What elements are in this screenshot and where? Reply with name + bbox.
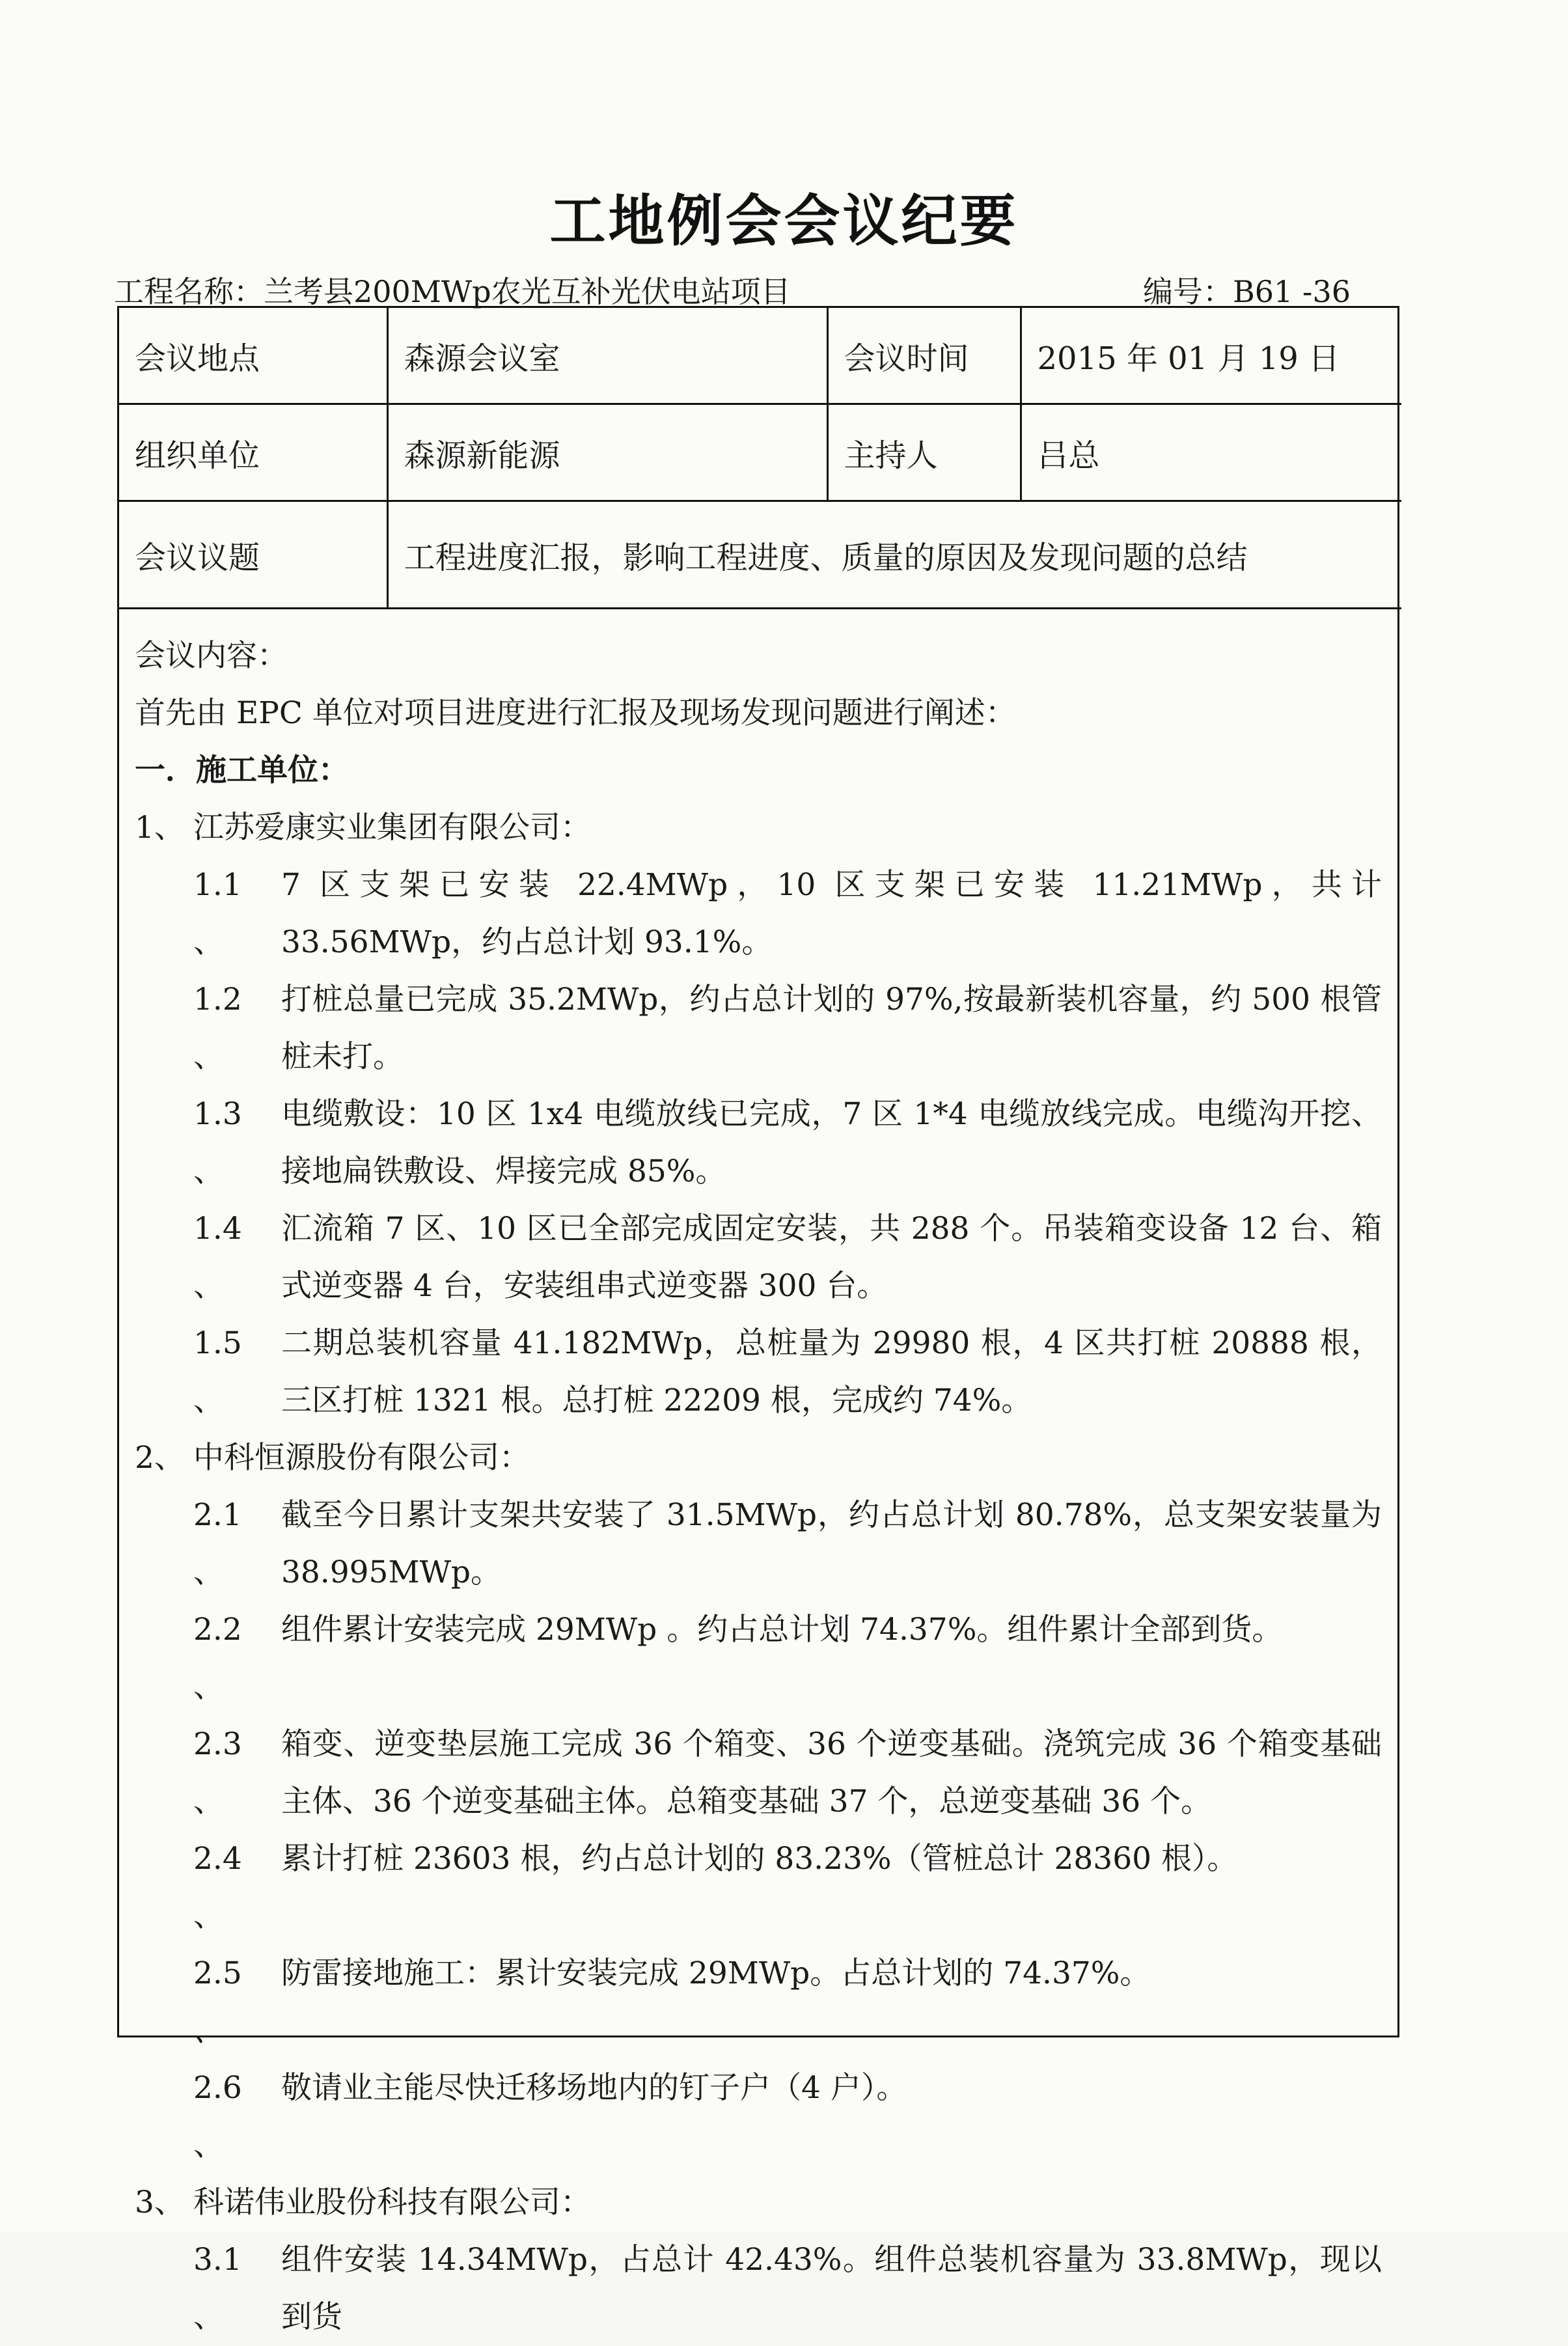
meeting-info-table bbox=[119, 308, 1401, 609]
item-number: 2.1 、 bbox=[193, 1497, 242, 1590]
item-text: 打桩总量已完成 35.2MWp，约占总计划的 97%,按最新装机容量，约 500 根管桩未打。 bbox=[281, 982, 1382, 1075]
document-code: 编号：B61 -36 bbox=[1142, 274, 1351, 309]
org-label: 组织单位 bbox=[119, 404, 387, 501]
document-title: 工地例会会议纪要 bbox=[549, 189, 1019, 254]
list-item bbox=[135, 1200, 1382, 1315]
company-heading bbox=[135, 1429, 1382, 1487]
list-item bbox=[135, 857, 1382, 971]
host-value: 吕总 bbox=[1021, 404, 1401, 501]
item-text: 防雷接地施工：累计安装完成 29MWp。占总计划的 74.37%。 bbox=[281, 1955, 1151, 1991]
list-item bbox=[135, 1601, 1382, 1716]
location-value: 森源会议室 bbox=[387, 308, 827, 404]
item-text: 箱变、逆变垫层施工完成 36 个箱变、36 个逆变基础。浇筑完成 36 个箱变基础主体、36 个逆变基础主体。总箱变基础 37 个，总逆变基础 36 个。 bbox=[281, 1726, 1382, 1819]
item-text: 组件累计安装完成 29MWp 。约占总计划 74.37%。组件累计全部到货。 bbox=[281, 1612, 1283, 1648]
topic-label: 会议议题 bbox=[119, 501, 387, 609]
time-label: 会议时间 bbox=[827, 308, 1021, 404]
item-number: 1.4 、 bbox=[193, 1211, 242, 1304]
section-heading: 一．施工单位： bbox=[135, 752, 349, 788]
org-value: 森源新能源 bbox=[387, 404, 827, 501]
meeting-content bbox=[119, 609, 1397, 2346]
list-item bbox=[135, 1315, 1382, 1429]
company-heading bbox=[135, 2174, 1382, 2231]
list-item bbox=[135, 971, 1382, 1086]
content-label: 会议内容： bbox=[135, 638, 288, 674]
item-number: 2.2 、 bbox=[193, 1612, 242, 1705]
topic-value: 工程进度汇报，影响工程进度、质量的原因及发现问题的总结 bbox=[387, 501, 1401, 609]
company-heading bbox=[135, 799, 1382, 857]
item-number: 3.1 、 bbox=[193, 2242, 242, 2335]
list-item bbox=[135, 2060, 1382, 2174]
location-label: 会议地点 bbox=[119, 308, 387, 404]
company-name: 科诺伟业股份科技有限公司： bbox=[193, 2185, 591, 2220]
list-item bbox=[135, 1487, 1382, 1601]
company-number: 1、 bbox=[135, 810, 185, 846]
item-number: 2.3 、 bbox=[193, 1726, 242, 1819]
time-value: 2015 年 01 月 19 日 bbox=[1021, 308, 1401, 404]
meta-row bbox=[114, 268, 1351, 307]
intro-text: 首先由 EPC 单位对项目进度进行汇报及现场发现问题进行阐述： bbox=[135, 695, 1016, 731]
item-number: 1.2 、 bbox=[193, 982, 242, 1075]
host-label: 主持人 bbox=[827, 404, 1021, 501]
company-name: 中科恒源股份有限公司： bbox=[193, 1440, 530, 1476]
company-number: 3、 bbox=[135, 2185, 185, 2220]
item-text: 电缆敷设：10 区 1x4 电缆放线已完成，7 区 1*4 电缆放线完成。电缆沟开挖、接地扁铁敷设、焊接完成 85%。 bbox=[281, 1096, 1382, 1189]
item-number: 2.4 、 bbox=[193, 1841, 242, 1934]
meeting-form bbox=[117, 306, 1399, 2335]
company-name: 江苏爱康实业集团有限公司： bbox=[193, 810, 591, 846]
item-text: 汇流箱 7 区、10 区已全部完成固定安装，共 288 个。吊装箱变设备 12 台、箱式逆变器 4 台，安装组串式逆变器 300 台。 bbox=[281, 1211, 1382, 1304]
list-item bbox=[135, 1086, 1382, 1200]
list-item bbox=[135, 1716, 1382, 1830]
item-number: 2.5 、 bbox=[193, 1955, 242, 2049]
item-text: 二期总装机容量 41.182MWp，总桩量为 29980 根，4 区共打桩 20888 根，三区打桩 1321 根。总打桩 22209 根，完成约 74%。 bbox=[281, 1325, 1382, 1418]
list-item bbox=[135, 1830, 1382, 1945]
item-number: 1.1 、 bbox=[193, 867, 242, 960]
item-text: 7 区支架已安装 22.4MWp，10 区支架已安装 11.21MWp，共计 33.56MWp，约占总计划 93.1%。 bbox=[281, 867, 1382, 960]
item-number: 1.3 、 bbox=[193, 1096, 242, 1189]
item-text: 敬请业主能尽快迁移场地内的钉子户（4 户）。 bbox=[281, 2070, 907, 2106]
item-number: 1.5 、 bbox=[193, 1325, 242, 1418]
item-number: 2.6 、 bbox=[193, 2070, 242, 2163]
list-item bbox=[135, 1945, 1382, 2060]
company-number: 2、 bbox=[135, 1440, 185, 1476]
item-text: 组件安装 14.34MWp，占总计 42.43%。组件总装机容量为 33.8MWp，现以到货 bbox=[281, 2242, 1382, 2335]
item-text: 截至今日累计支架共安装了 31.5MWp，约占总计划 80.78%，总支架安装量为 38.995MWp。 bbox=[281, 1497, 1382, 1590]
list-item bbox=[135, 2231, 1382, 2346]
project-name: 工程名称：兰考县200MWp农光互补光伏电站项目 bbox=[114, 274, 791, 309]
item-text: 累计打桩 23603 根，约占总计划的 83.23%（管桩总计 28360 根）。 bbox=[281, 1841, 1238, 1877]
